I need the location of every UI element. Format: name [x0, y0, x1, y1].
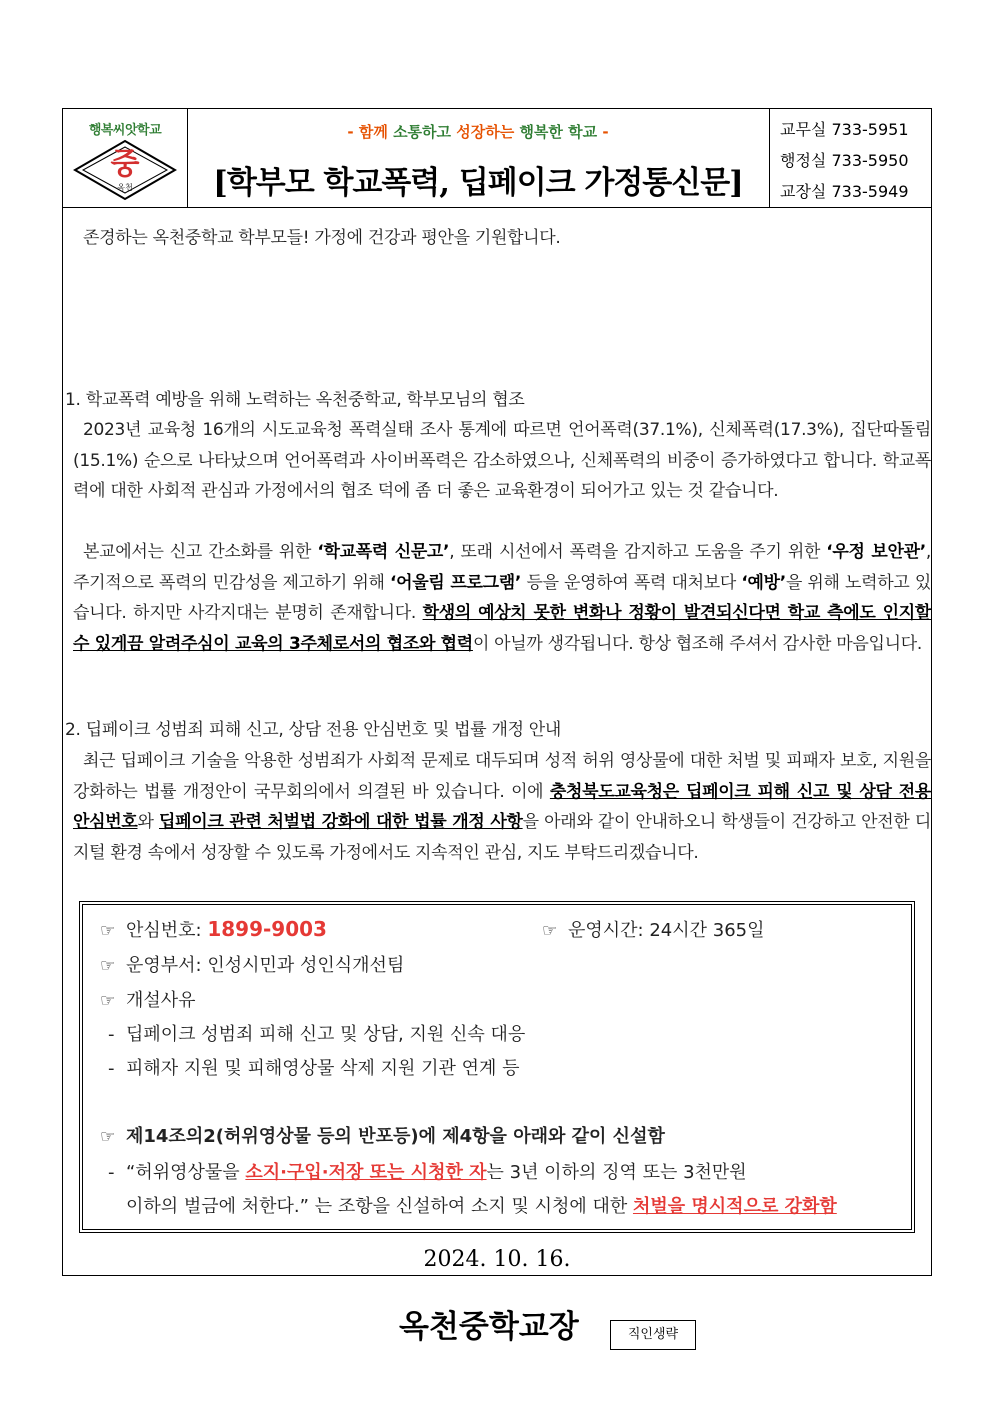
- pointing-hand-icon: ☞: [100, 1127, 116, 1147]
- newsletter-frame: [62, 108, 932, 1345]
- section2-paragraph: 최근 딥페이크 기술을 악용한 성범죄가 사회적 문제로 대두되며 성적 허위 영상물에 대한 처벌 및 피패자 보호, 지원을 강화하는 법률 개정안이 국무회의에서 의결된 바 있습니다. 이에 충청북도교육청은 딥페이크 피해 신고 및 상담 전용 안심번호와 딥페이크 관련 처벌법 강화에 대한 법률 개정 사항을 아래와 같이 안내하오니 학생들이 건강하고 안전한 디지털 환경 속에서 성장할 수 있도록 가정에서도 지속적인 관심, 지도 부탁드리겠습니다.: [73, 751, 931, 863]
- hours-row: ☞ 운영시간: 24시간 365일: [542, 920, 765, 941]
- law-text-line2: 이하의 벌금에 처한다.” 는 조항을 신설하여 소지 및 시청에 대한 처벌을 명시적으로 강화함: [126, 1196, 837, 1217]
- phone-row: 교장실 733-5949: [780, 182, 909, 201]
- section1-heading: 1. 학교폭력 예방을 위해 노력하는 옥천중학교, 학부모님의 협조: [65, 390, 525, 410]
- seal-omitted-box: 직인생략: [610, 1320, 696, 1350]
- title-area: [187, 109, 769, 207]
- logo-sub: 옥천: [117, 183, 133, 192]
- school-logo: [63, 109, 188, 207]
- phone-row: 행정실 733-5950: [780, 151, 909, 170]
- section1-paragraph2: 본교에서는 신고 간소화를 위한 ‘학교폭력 신문고’, 또래 시선에서 폭력을 감지하고 도움을 주기 위한 ‘우정 보안관’, 주기적으로 폭력의 민감성을 제고하기 위해 ‘어울림 프로그램’ 등을 운영하여 폭력 대처보다 ‘예방’을 위해 노력하고 있습니다. 하지만 사각지대는 분명히 존재합니다. 학생의 예상치 못한 변화나 정황이 발견되신다면 학교 측에도 인지할 수 있게끔 알려주심이 교육의 3주체로서의 협조와 협력이 아닐까 생각됩니다. 항상 협조해 주셔서 감사한 마음입니다.: [73, 542, 932, 654]
- reason-item: - 피해자 지원 및 피해영상물 삭제 지원 기관 연계 등: [108, 1058, 520, 1079]
- law-heading: ☞ 제14조의2(허위영상물 등의 반포등)에 제4항을 아래와 같이 신설함: [100, 1126, 665, 1147]
- section2-heading: 2. 딥페이크 성범죄 피해 신고, 상담 전용 안심번호 및 법률 개정 안내: [65, 720, 562, 740]
- department-row: ☞ 운영부서: 인성시민과 성인식개선팀: [100, 955, 405, 976]
- pointing-hand-icon: ☞: [100, 991, 116, 1011]
- newsletter-header: [63, 109, 931, 208]
- greeting: 존경하는 옥천중학교 학부모들! 가정에 건강과 평안을 기원합니다.: [83, 228, 561, 248]
- pointing-hand-icon: ☞: [100, 956, 116, 976]
- pointing-hand-icon: ☞: [542, 921, 558, 941]
- hotline-info-box: [79, 901, 915, 1233]
- reason-item: - 딥페이크 성범죄 피해 신고 및 상담, 지원 신속 대응: [108, 1024, 526, 1045]
- law-text-line1: - “허위영상물을 소지·구입·저장 또는 시청한 자는 3년 이하의 징역 또는 3천만원: [108, 1162, 747, 1183]
- hotline-number-row: ☞ 안심번호: 1899-9003: [100, 917, 327, 941]
- pointing-hand-icon: ☞: [100, 921, 116, 941]
- hotline-number: 1899-9003: [207, 917, 327, 941]
- contact-numbers: [769, 109, 932, 207]
- page-title: [학부모 학교폭력, 딥페이크 가정통신문]: [213, 165, 743, 201]
- issue-date: 2024. 10. 16.: [423, 1247, 571, 1272]
- reason-heading: ☞ 개설사유: [100, 990, 196, 1011]
- logo-caption: 행복씨앗학교: [88, 123, 162, 138]
- school-slogan: - 함께 소통하고 성장하는 행복한 학교 -: [347, 123, 609, 141]
- school-emblem-icon: [73, 139, 177, 201]
- logo-letter: 중: [110, 147, 140, 182]
- principal-signature: 옥천중학교장: [399, 1309, 579, 1345]
- section1-paragraph1: 2023년 교육청 16개의 시도교육청 폭력실태 조사 통계에 따르면 언어폭력(37.1%), 신체폭력(17.3%), 집단따돌림(15.1%) 순으로 나타났으며 언어폭력과 사이버폭력은 감소하였으나, 신체폭력의 비중이 증가하였다고 합니다. 학교폭력에 대한 사회적 관심과 가정에서의 협조 덕에 좀 더 좋은 교육환경이 되어가고 있는 것 같습니다.: [73, 420, 931, 501]
- phone-row: 교무실 733-5951: [780, 120, 909, 139]
